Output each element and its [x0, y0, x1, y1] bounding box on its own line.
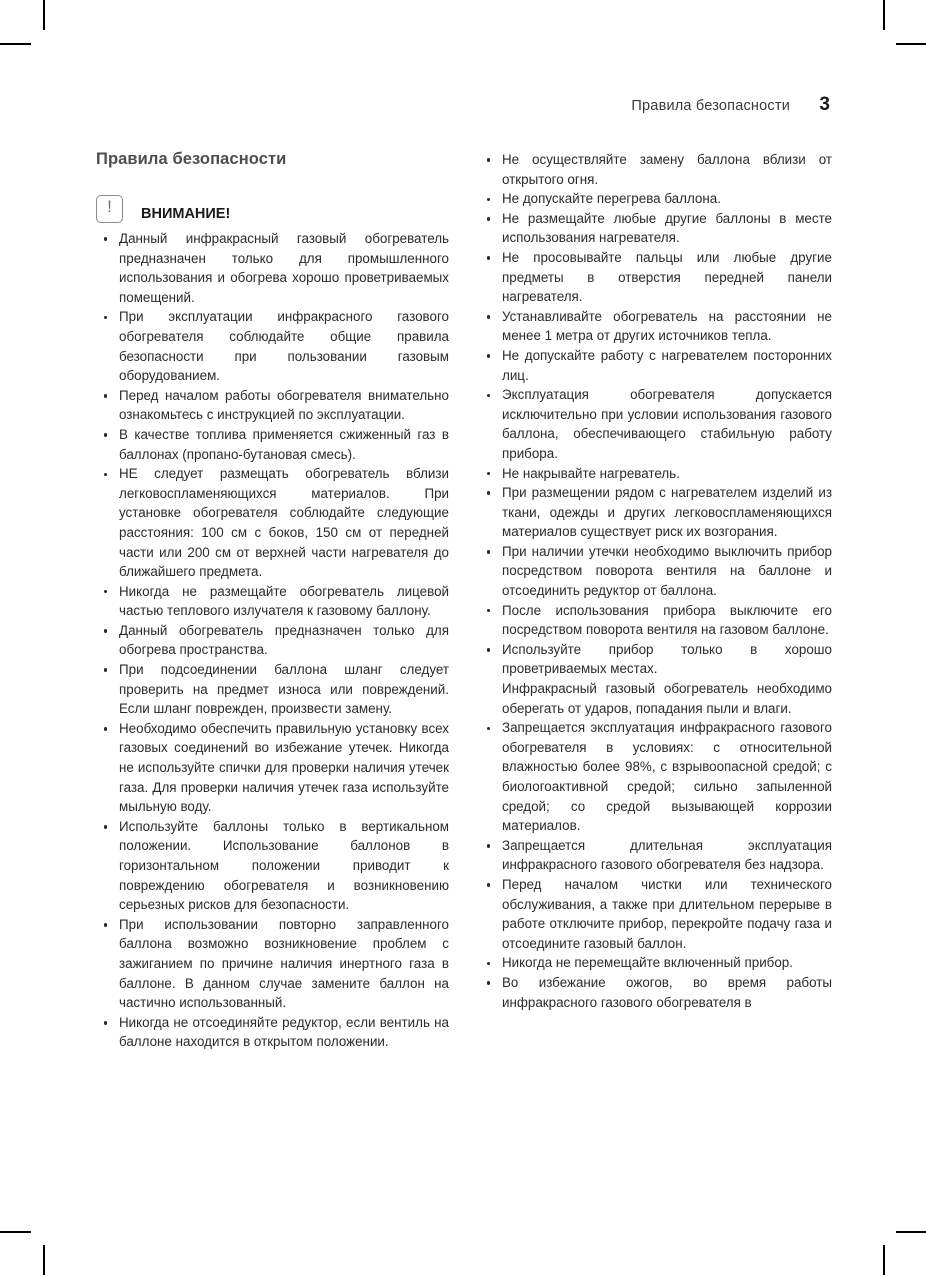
- running-header-title: Правила безопасности: [631, 98, 790, 114]
- crop-mark-bottom-left-horizontal: [0, 1231, 31, 1233]
- rule-list-item: Эксплуатация обогревателя допускается исключительно при условии использования газового баллона, обеспечивающего стабильную работу прибора.: [483, 385, 832, 463]
- rule-list-item: Не допускайте работу с нагревателем посторонних лиц.: [483, 346, 832, 385]
- left-column-rules-list: [96, 229, 449, 1052]
- rule-list-item: При наличии утечки необходимо выключить прибор посредством поворота вентиля на баллоне и отсоединить редуктор от баллона.: [483, 542, 832, 601]
- rule-list-item: Не просовывайте пальцы или любые другие предметы в отверстия передней панели нагревателя.: [483, 248, 832, 307]
- rule-list-item: В качестве топлива применяется сжиженный газ в баллонах (пропано-бутановая смесь).: [100, 425, 449, 464]
- crop-mark-top-right-horizontal: [896, 43, 926, 45]
- rule-list-item: Используйте баллоны только в вертикальном положении. Использование баллонов в горизонтальном положении приводит к повреждению обогревателя и возникновению серьезных рисков для безопасности.: [100, 817, 449, 915]
- rule-list-item: Устанавливайте обогреватель на расстоянии не менее 1 метра от других источников тепла.: [483, 307, 832, 346]
- page-number: 3: [819, 94, 830, 115]
- rule-list-item: При эксплуатации инфракрасного газового обогревателя соблюдайте общие правила безопасности при пользовании газовым оборудованием.: [100, 307, 449, 385]
- rule-list-item: Используйте прибор только в хорошо проветриваемых местах.: [483, 640, 832, 679]
- rule-list-item: Не допускайте перегрева баллона.: [483, 189, 832, 209]
- rule-list-item: Запрещается длительная эксплуатация инфракрасного газового обогревателя без надзора.: [483, 836, 832, 875]
- rule-list-item: НЕ следует размещать обогреватель вблизи легковоспламеняющихся материалов. При установке обогревателя соблюдайте следующие расстояния: 100 см с боков, 150 см от передней части или 200 см от верхней части нагревателя до ближайшего предмета.: [100, 464, 449, 582]
- crop-mark-bottom-right-vertical: [883, 1245, 885, 1275]
- right-column: [479, 150, 832, 1052]
- crop-mark-top-left-vertical: [43, 0, 45, 30]
- crop-mark-bottom-left-vertical: [43, 1245, 45, 1275]
- rule-list-item: Необходимо обеспечить правильную установку всех газовых соединений во избежание утечек. Никогда не используйте спички для проверки наличия утечек газа. Для проверки наличия утечек газа используйте мыльную воду.: [100, 719, 449, 817]
- body-columns: [96, 150, 832, 1052]
- warning-label: ВНИМАНИЕ!: [141, 206, 231, 222]
- rule-list-item: Не накрывайте нагреватель.: [483, 464, 832, 484]
- rule-list-item: При подсоединении баллона шланг следует проверить на предмет износа или повреждений. Если шланг поврежден, произвести замену.: [100, 660, 449, 719]
- rule-list-item: Запрещается эксплуатация инфракрасного газового обогревателя в условиях: с относительной влажностью более 98%, с взрывоопасной средой; с биологоактивной средой; сильно запыленной средой; со средой вызывающей коррозии материалов.: [483, 718, 832, 836]
- rule-list-item: Никогда не отсоединяйте редуктор, если вентиль на баллоне находится в открытом положении.: [100, 1013, 449, 1052]
- rule-list-item: Не осуществляйте замену баллона вблизи от открытого огня.: [483, 150, 832, 189]
- exclamation-stroke: !: [107, 197, 112, 216]
- running-header: [96, 94, 830, 116]
- rule-list-item: Перед началом работы обогревателя внимательно ознакомьтесь с инструкцией по эксплуатации.: [100, 386, 449, 425]
- rule-list-item: Перед началом чистки или технического обслуживания, а также при длительном перерыве в работе отключите прибор, перекройте подачу газа и отсоедините газовый баллон.: [483, 875, 832, 953]
- crop-mark-top-right-vertical: [883, 0, 885, 30]
- rule-list-item: После использования прибора выключите его посредством поворота вентиля на газовом баллоне.: [483, 601, 832, 640]
- rule-list-item: При размещении рядом с нагревателем изделий из ткани, одежды и других легковоспламеняющихся материалов существует риск их возгорания.: [483, 483, 832, 542]
- rule-list-item: Данный обогреватель предназначен только для обогрева пространства.: [100, 621, 449, 660]
- page-title: Правила безопасности: [96, 150, 287, 168]
- rule-list-item: Никогда не перемещайте включенный прибор.: [483, 953, 832, 973]
- left-column: [96, 150, 449, 1052]
- rule-list-item: Не размещайте любые другие баллоны в месте использования нагревателя.: [483, 209, 832, 248]
- rule-list-item: Во избежание ожогов, во время работы инфракрасного газового обогревателя в: [483, 973, 832, 1012]
- rule-continuation-paragraph: Инфракрасный газовый обогреватель необходимо оберегать от ударов, попадания пыли и влаги.: [502, 681, 832, 716]
- warning-exclamation-icon: [96, 195, 123, 223]
- right-column-rules-list: [479, 150, 832, 1012]
- crop-mark-top-left-horizontal: [0, 43, 31, 45]
- warning-heading: [96, 193, 449, 223]
- rule-list-item: Никогда не размещайте обогреватель лицевой частью теплового излучателя к газовому баллону.: [100, 582, 449, 621]
- rule-list-item: При использовании повторно заправленного баллона возможно возникновение проблем с зажиганием по причине наличия инертного газа в баллоне. В данном случае замените баллон на частично использованный.: [100, 915, 449, 1013]
- rule-list-item: Данный инфракрасный газовый обогреватель предназначен только для промышленного использования и обогрева хорошо проветриваемых помещений.: [100, 229, 449, 307]
- crop-mark-bottom-right-horizontal: [896, 1231, 926, 1233]
